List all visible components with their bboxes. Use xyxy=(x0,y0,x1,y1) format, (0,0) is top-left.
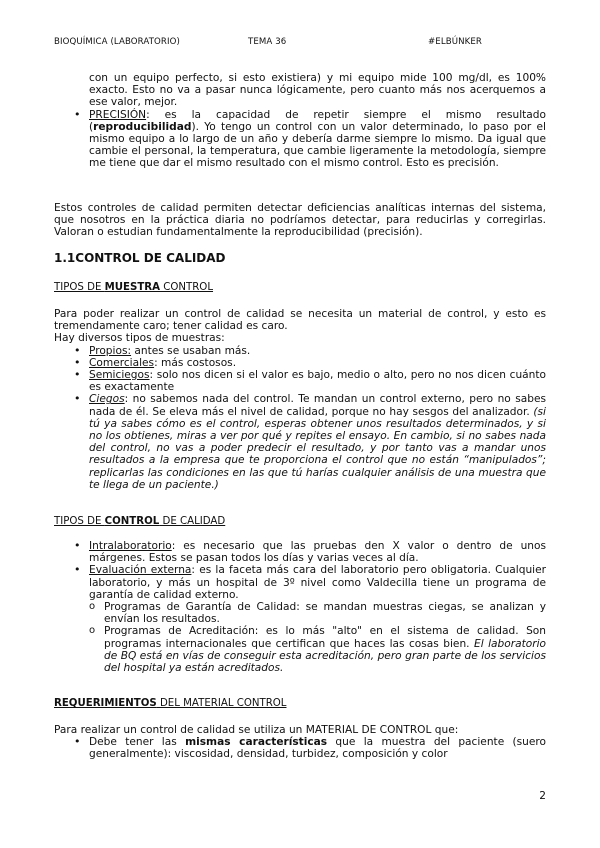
bullet-icon: • xyxy=(74,368,81,382)
list-item-precision: • PRECISIÓN: es la capacidad de repetir siempre el mismo resultado (reproducibilidad). Yo tengo un control con un valor determinado, lo paso por el mismo equipo a lo largo de un año y debería darme siempre lo mismo. Da igual que cambie el personal, la temperatura, que cambie ligeramente la metodología, siempre me tiene que dar el mismo resultado con el mismo control. Esto es precisión. xyxy=(74,107,546,170)
list-item: • Debe tener las mismas características que la muestra del paciente (suero generalmente): viscosidad, densidad, turbidez, composición y color xyxy=(74,735,547,761)
list-item-intralaboratorio: • Intralaboratorio: es necesario que las pruebas den X valor o dentro de unos márgenes. Estos se pasan todos los días y varias veces al día. xyxy=(74,539,546,565)
header-topic: TEMA 36 xyxy=(248,37,287,47)
term-precision: PRECISIÓN xyxy=(89,108,147,121)
control-block xyxy=(54,540,546,674)
requerimientos-intro: Para realizar un control de calidad se utiliza un MATERIAL DE CONTROL que: xyxy=(54,724,459,736)
term-reproducibilidad: reproducibilidad xyxy=(93,120,192,133)
list-item-ciegos: • Ciegos: no sabemos nada del control. Te mandan un control externo, pero no sabes nada de él. Se eleva más el nivel de calidad, porque no hay sesgos del analizador. (si tú ya sabes cómo es el control, esperas obtener unos resultados determinados, y si no los obtienes, miras a ver por qué y repites el ensayo. En cambio, si no sabes nada del control, no vas a poder predecir el resultado, y por tanto vas a mandar unos resultados a la empresa que te proporciona el control que no están “manipulados”; replicarlas las condiciones en las que tú harías cualquier análisis de una muestra que te llega de un paciente.) xyxy=(74,392,546,491)
header-tag: #ELBÚNKER xyxy=(428,37,482,47)
requerimientos-heading: REQUERIMIENTOS DEL MATERIAL CONTROL xyxy=(54,698,287,709)
sub-list-item: o Programas de Acreditación: es lo más "alto" en el sistema de calidad. Son programas internacionales que certifican que haces las cosas bien. El laboratorio de BQ está en vías de conseguir esta acreditación, pero gran parte de los servicios del hospital ya están acreditados. xyxy=(89,625,546,675)
circle-bullet-icon: o xyxy=(89,601,96,613)
bullet-icon: • xyxy=(74,107,81,121)
bullet-icon: • xyxy=(74,392,81,406)
list-item: • Comerciales: más costosos. xyxy=(74,355,237,369)
bullet-icon: • xyxy=(74,563,81,577)
header-subject: BIOQUÍMICA (LABORATORIO) xyxy=(54,37,180,47)
list-item: • Semiciegos: solo nos dicen si el valor es bajo, medio o alto, pero no nos dicen cuánto es exactamente xyxy=(74,368,546,394)
circle-bullet-icon: o xyxy=(89,625,96,637)
intro-paragraph: Estos controles de calidad permiten detectar deficiencias analíticas internas del sistema, que nosotros en la práctica diaria no podríamos detectar, para reducirlas y corregirlas. Valoran o estudian fundamentalmente la reproducibilidad (precisión). xyxy=(54,202,546,239)
list-item: • Propios: antes se usaban más. xyxy=(74,343,251,357)
muestra-heading: TIPOS DE MUESTRA CONTROL xyxy=(54,282,214,293)
sub-list-item: o Programas de Garantía de Calidad: se mandan muestras ciegas, se analizan y envían los resultados. xyxy=(89,601,546,626)
bullet-icon: • xyxy=(74,735,81,749)
list-item-evaluacion-externa: • Evaluación externa: es la faceta más cara del laboratorio pero obligatoria. Cualquier laboratorio, y más un hospital de 3º nivel como Valdecilla tiene un programa de garantía de calidad externo. xyxy=(74,563,546,601)
bullet-icon: • xyxy=(74,343,81,357)
section-title: 1.1CONTROL DE CALIDAD xyxy=(54,251,226,265)
bullet-icon: • xyxy=(74,539,81,552)
top-block xyxy=(54,72,546,170)
muestra-intro-line: Hay diversos tipos de muestras: xyxy=(54,332,225,345)
page-number: 2 xyxy=(539,790,546,802)
continuation-text: con un equipo perfecto, si esto existiera) y mi equipo mide 100 mg/dl, es 100% exacto. Esto no va a pasar nunca lógicamente, pero cuanto más nos acerquemos a ese valor, mejor. xyxy=(89,72,546,109)
control-heading: TIPOS DE CONTROL DE CALIDAD xyxy=(54,516,226,527)
muestra-block xyxy=(54,308,546,491)
bullet-icon: • xyxy=(74,355,81,369)
requerimientos-block xyxy=(54,724,546,761)
muestra-paragraph: Para poder realizar un control de calidad se necesita un material de control, y esto es tremendamente caro; tener calidad es caro. xyxy=(54,308,546,333)
